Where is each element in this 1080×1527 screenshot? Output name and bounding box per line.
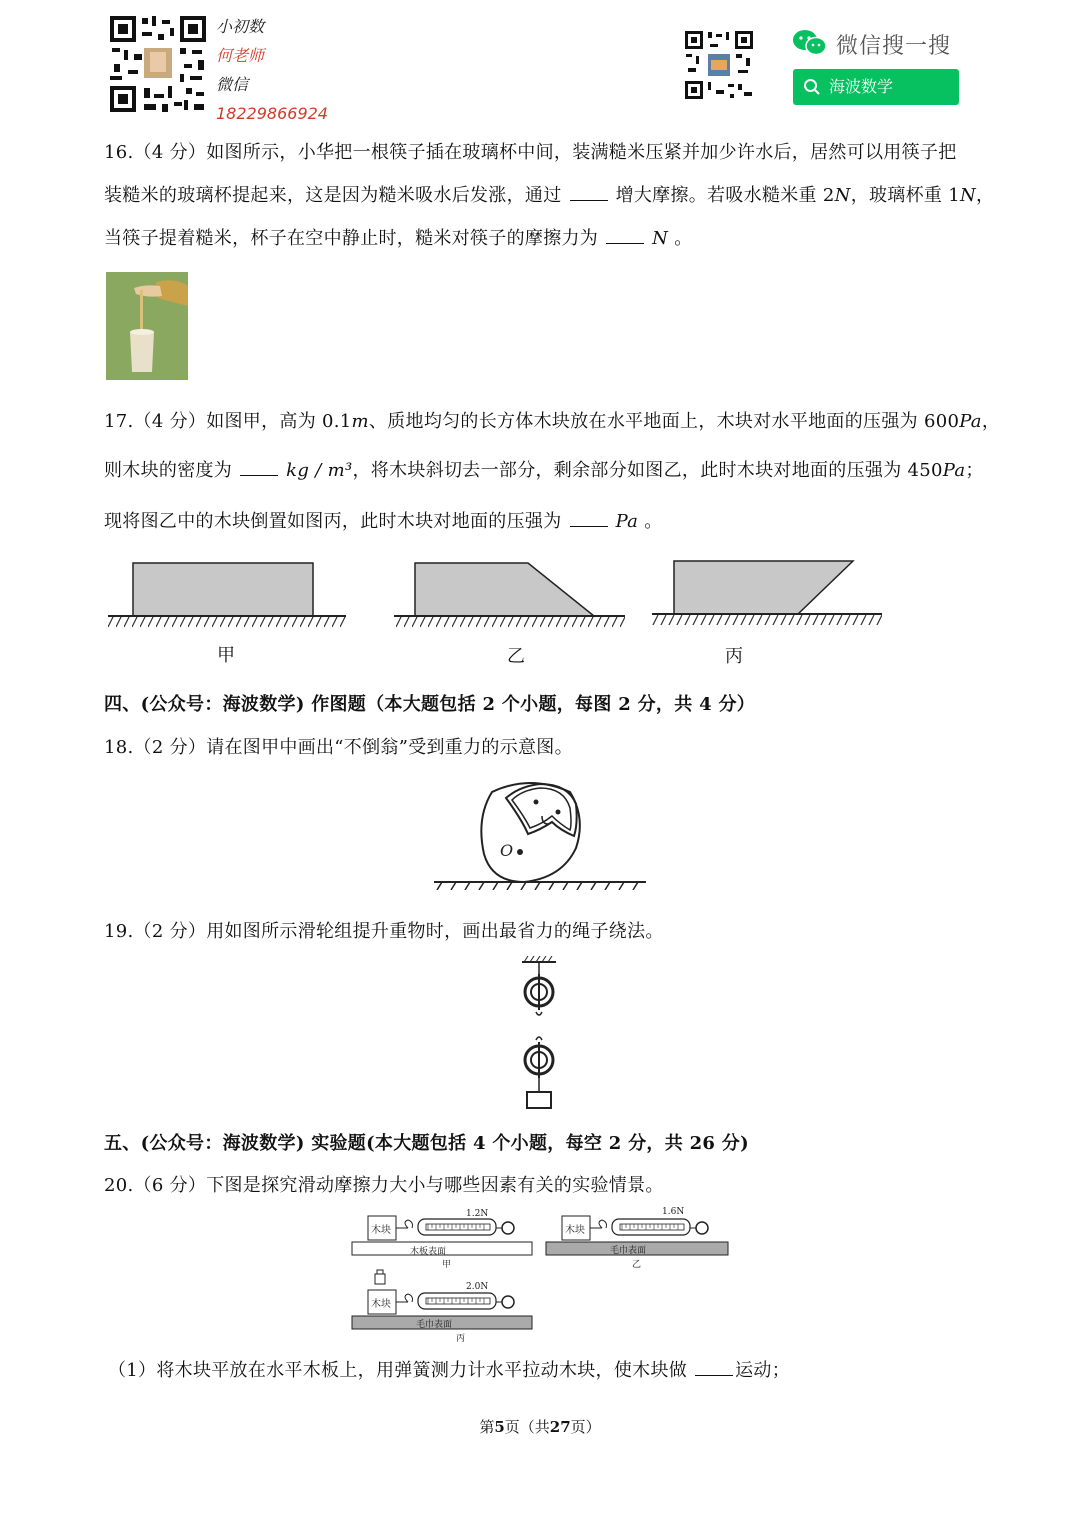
- q19-text: 19.（2 分）用如图所示滑轮组提升重物时，画出最省力的绳子绕法。: [104, 921, 664, 942]
- q20-sub1-text-a: （1）将木块平放在水平木板上，用弹簧测力计水平拉动木块，使木块做: [108, 1360, 688, 1381]
- surface-yi: 毛巾表面: [610, 1246, 647, 1256]
- sub-label-jia: 甲: [442, 1260, 452, 1270]
- fig-label-jia: 甲: [217, 645, 235, 666]
- footer-a: 第: [479, 1418, 495, 1436]
- q16-blank-2[interactable]: [606, 229, 644, 244]
- section-5-title: 五、(公众号：海波数学) 实验题(本大题包括 4 个小题，每空 2 分，共 26 分): [104, 1133, 749, 1154]
- q17-text-c: ，: [981, 411, 1001, 432]
- q16-blank-1[interactable]: [570, 186, 608, 201]
- q17-blank-1[interactable]: [240, 461, 278, 476]
- q17-text-f: ；: [965, 460, 984, 481]
- q20-sub-1: [108, 1356, 790, 1382]
- block-label-bing: 木块: [371, 1299, 391, 1310]
- q18-text: 18.（2 分）请在图甲中画出“不倒翁”受到重力的示意图。: [104, 737, 573, 758]
- q17-unit-3: kg / m³: [286, 460, 353, 481]
- q16-unit-1: N: [834, 185, 851, 206]
- q16-line-1: 16.（4 分）如图所示，小华把一根筷子插在玻璃杯中间，装满糙米压紧并加少许水后，居然可以用筷子把: [104, 142, 957, 163]
- reading-yi: 1.6N: [662, 1207, 685, 1217]
- section-4-title: 四、(公众号：海波数学) 作图题（本大题包括 2 个小题，每图 2 分，共 4 分）: [104, 694, 756, 715]
- block-label-jia: 木块: [371, 1225, 391, 1236]
- surface-jia: 木板表面: [410, 1247, 447, 1257]
- q17-line-3: [104, 507, 663, 533]
- q17-unit-1: m: [351, 411, 369, 432]
- q16-text-f: 。: [674, 228, 693, 249]
- q16-photo: [106, 272, 188, 380]
- center-o-label: O: [500, 841, 514, 860]
- q16-text-e: 当筷子提着糙米，杯子在空中静止时，糙米对筷子的摩擦力为: [104, 228, 599, 249]
- q17-text-b: 、质地均匀的长方体木块放在水平地面上，木块对水平地面的压强为 600: [368, 411, 960, 432]
- q16-line-3: [104, 224, 693, 250]
- fig-label-yi: 乙: [507, 646, 525, 667]
- q18-tumbler-figure: [430, 778, 650, 890]
- q20-sub1-text-b: 运动；: [735, 1360, 790, 1381]
- q17-text-h: 。: [644, 511, 663, 532]
- q17-text-g: 现将图乙中的木块倒置如图丙，此时木块对地面的压强为: [104, 511, 562, 532]
- q16-unit-3: N: [652, 228, 669, 249]
- q20-text: 20.（6 分）下图是探究滑动摩擦力大小与哪些因素有关的实验情景。: [104, 1175, 664, 1196]
- wechat-search-button[interactable]: [793, 69, 959, 105]
- figure-bing: [652, 561, 882, 625]
- reading-bing: 2.0N: [466, 1282, 489, 1292]
- teacher-note: [216, 12, 328, 128]
- q16-line-2: [104, 181, 994, 207]
- block-label-yi: 木块: [565, 1225, 585, 1236]
- q20-experiment-figure: [346, 1204, 736, 1346]
- q16-unit-2: N: [959, 185, 977, 206]
- page-footer: [0, 1416, 1080, 1437]
- q17-line-1: [104, 407, 1000, 433]
- reading-jia: 1.2N: [466, 1209, 489, 1219]
- q17-unit-4: Pa: [942, 460, 966, 481]
- q17-text-e: ，将木块斜切去一部分，剩余部分如图乙，此时木块对地面的压强为 450: [352, 460, 943, 481]
- q17-text-a: 17.（4 分）如图甲，高为 0.1: [104, 411, 352, 432]
- sub-label-bing: 丙: [456, 1334, 466, 1344]
- footer-b: 页（共: [504, 1418, 550, 1436]
- footer-c: 页）: [570, 1418, 601, 1436]
- note-line-3: 微信: [216, 75, 249, 94]
- q17-text-d: 则木块的密度为: [104, 460, 233, 481]
- note-phone: 18229866924: [216, 104, 328, 123]
- q16-text-b: 增大摩擦。若吸水糙米重 2: [615, 185, 835, 206]
- footer-total-pages: 27: [549, 1418, 571, 1436]
- figure-jia: [108, 563, 346, 627]
- search-icon: [803, 78, 821, 96]
- qr-code-right: [684, 30, 754, 100]
- q17-unit-2: Pa: [959, 411, 982, 432]
- wechat-icon: [792, 28, 828, 58]
- q17-line-2: [104, 456, 984, 482]
- figure-yi: [394, 563, 625, 627]
- note-line-2: 何老师: [216, 46, 265, 65]
- q17-blank-2[interactable]: [570, 512, 608, 527]
- q16-text-d: ，: [976, 185, 995, 206]
- q16-text-a: 装糙米的玻璃杯提起来，这是因为糙米吸水后发涨，通过: [104, 185, 562, 206]
- q16-text-c: ，玻璃杯重 1: [850, 185, 960, 206]
- q17-unit-5: Pa: [615, 511, 639, 532]
- qr-code-left: [108, 14, 208, 114]
- q19-pulley-figure: [514, 956, 564, 1112]
- note-line-1: 小初数: [216, 17, 265, 36]
- fig-label-bing: 丙: [725, 646, 743, 667]
- q20-blank-1[interactable]: [695, 1361, 733, 1376]
- header: [0, 0, 1080, 125]
- sub-label-yi: 乙: [632, 1260, 642, 1270]
- search-button-label: 海波数学: [829, 77, 894, 96]
- footer-page-number: 5: [494, 1418, 505, 1436]
- wechat-search-label: 微信搜一搜: [836, 34, 952, 59]
- surface-bing: 毛巾表面: [416, 1320, 453, 1330]
